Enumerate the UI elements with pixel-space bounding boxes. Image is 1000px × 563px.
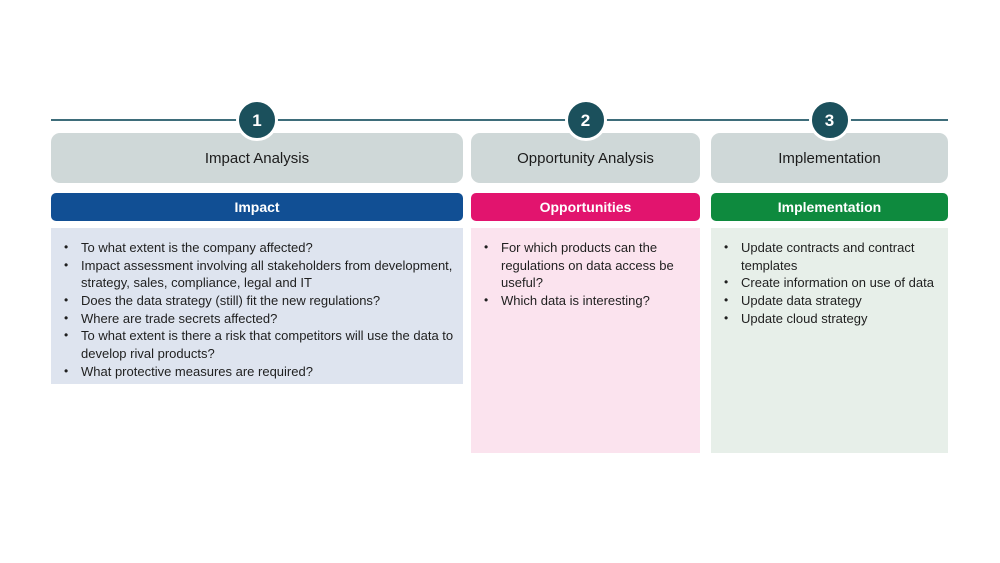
bullet-item: • Update data strategy xyxy=(711,292,940,310)
opportunities-bullet-list xyxy=(471,239,692,310)
impact-content-panel xyxy=(51,228,463,384)
step-2-badge xyxy=(565,99,607,141)
opportunities-bar: Opportunities xyxy=(471,193,700,221)
bullet-item: • Where are trade secrets affected? xyxy=(51,310,455,328)
bullet-item: • Does the data strategy (still) fit the new regulations? xyxy=(51,292,455,310)
implementation-content-panel xyxy=(711,228,948,453)
column-title-impact-analysis: Impact Analysis xyxy=(51,133,463,183)
bullet-item: • Create information on use of data xyxy=(711,274,940,292)
bullet-item: • Which data is interesting? xyxy=(471,292,692,310)
bullet-item: • To what extent is there a risk that competitors will use the data to develop rival products? xyxy=(51,327,455,362)
bullet-item: • Update contracts and contract templates xyxy=(711,239,940,274)
impact-bar: Impact xyxy=(51,193,463,221)
bullet-item: • To what extent is the company affected? xyxy=(51,239,455,257)
step-2-number: 2 xyxy=(580,110,591,130)
column-title-opportunity-analysis: Opportunity Analysis xyxy=(471,133,700,183)
implementation-bullet-list xyxy=(711,239,940,327)
bullet-item: • For which products can the regulations on data access be useful? xyxy=(471,239,692,292)
step-3-badge xyxy=(809,99,851,141)
step-3-number: 3 xyxy=(824,110,835,130)
opportunities-content-panel xyxy=(471,228,700,453)
bullet-item: • Update cloud strategy xyxy=(711,310,940,328)
step-1-badge xyxy=(236,99,278,141)
bullet-item: • Impact assessment involving all stakeholders from development, strategy, sales, compliance, legal and IT xyxy=(51,257,455,292)
implementation-bar: Implementation xyxy=(711,193,948,221)
column-title-implementation: Implementation xyxy=(711,133,948,183)
step-1-number: 1 xyxy=(252,110,262,130)
impact-bullet-list xyxy=(51,239,455,380)
bullet-item: • What protective measures are required? xyxy=(51,363,455,381)
